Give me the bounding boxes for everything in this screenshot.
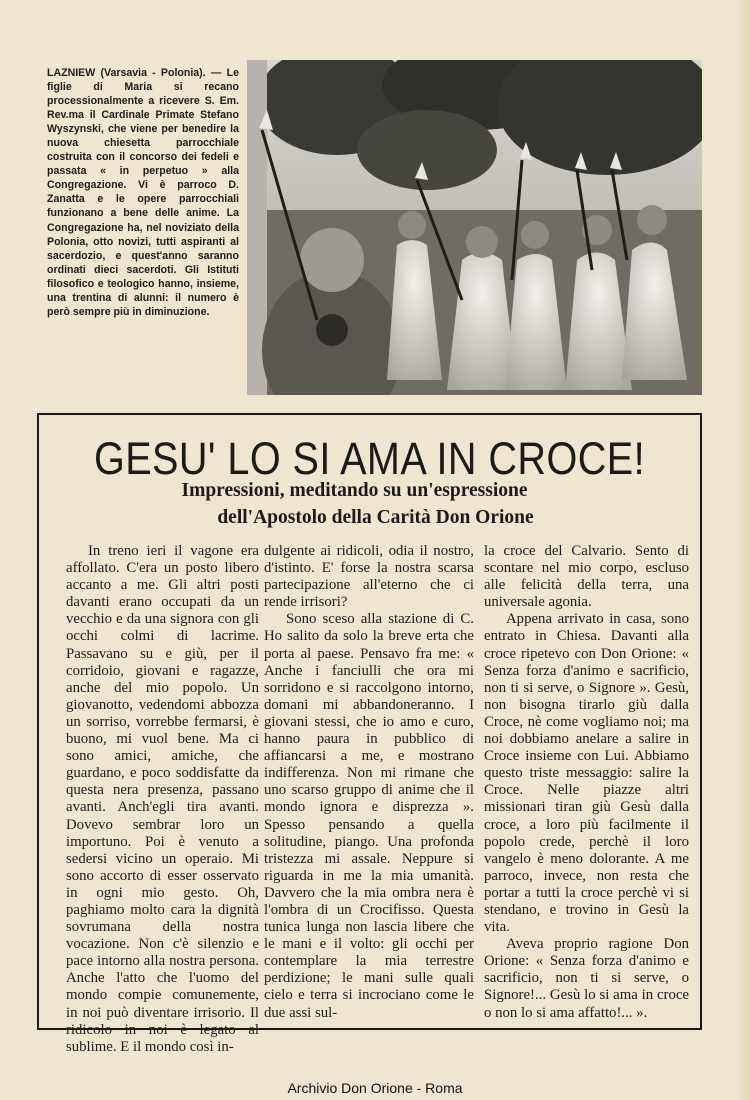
- article-column-3: [484, 543, 689, 1022]
- article: [37, 413, 702, 1055]
- procession-photo: [247, 60, 702, 395]
- column-3-paragraph-1: la croce del Calvario. Sento di scontare nel mio corpo, escluso alle felicità della terra, una universale agonia.: [484, 543, 689, 611]
- article-column-2: [264, 543, 474, 1022]
- column-3-paragraph-3: Aveva proprio ragione Don Orione: « Senza forza d'animo e sacrificio, non ti si serve, o Signore!... Gesù lo si ama in croce o non lo si ama affatto!... ».: [484, 936, 689, 1021]
- photo-caption: [47, 66, 239, 319]
- column-1-paragraph: In treno ieri il vagone era affollato. C'era un posto libero accanto a me. Gli altri posti davanti erano occupati da un vecchio e da una signora con gli occhi colmi di lacrime. Passavano su e giù, per il corridoio, giovani e ragazze, anche del mio popolo. Un giovanotto, vedendomi abbozza un sorriso, vorrebbe fermarsi, è buono, mi vuol bene. Ma ci sono amici, amiche, che guardano, e poco soddisfatte da questa nera presenza, passano avanti. Anch'egli tira avanti. Dovevo sembrar loro un importuno. Poi è venuto a sedersi vicino un operaio. Mi sono accorto di esser osservato in ogni mio gesto. Oh, paghiamo molto cara la dignità sovrumana della nostra vocazione. Non c'è silenzio e pace intorno alla nostra persona. Anche l'atto che l'uomo del mondo compie comunemente, in noi può diventare irrisorio. Il ridicolo in noi è legato al sublime. E il mondo così in-: [66, 543, 259, 1055]
- column-2-paragraph-2: Sono sceso alla stazione di C. Ho salito da solo la breve erta che porta al paese. Pensavo fra me: « Anche i fanciulli che ora mi sorridono e si raccolgono intorno, domani mi abbandoneranno. I giovani stessi, che io amo e curo, hanno paura in pubblico di affiancarsi a me, e mostrano indifferenza. Non mi rimane che uno scarso gruppo di anime che il mondo ignora e disprezza ». Spesso pensando a quella solitudine, piango. Una profonda tristezza mi assale. Neppure si riguarda in me la mia umanità. Davvero che la mia ombra nera è l'ombra di un Crocifisso. Questa tunica lunga non lascia libere che le mani e il volto: gli occhi per contemplare la mia terrestre perdizione; le mani sulle quali cielo e terra si incrociano come le due assi sul-: [264, 611, 474, 1021]
- article-subhead-line2: dell'Apostolo della Carità Don Orione: [217, 507, 534, 528]
- page-edge: [736, 0, 750, 1100]
- column-3-paragraph-2: Appena arrivato in casa, sono entrato in Chiesa. Davanti alla croce ripetevo con Don Orione: « Senza forza d'animo e sacrificio, non ti si serve, o Signore ». Gesù, non bisogna tirarlo giù dalla Croce, nè come vogliamo noi; ma noi dobbiamo anelare a salire in Croce insieme con Lui. Abbiamo questo triste messaggio: salire la Croce. Nelle piazze altri missionari tiran giù Gesù dalla croce, a loro più facilmente il popolo crede, perchè il loro vangelo è meno dolorante. A me parroco, invece, non resta che portar a tutti la croce perchè vi si stendano, e trovino in Gesù la vita.: [484, 611, 689, 936]
- caption-place: LAZNIEW (Varsavia - Polonia).: [47, 67, 206, 79]
- archive-footer: Archivio Don Orione - Roma: [287, 1080, 463, 1096]
- column-2-paragraph-1: dulgente ai ridicoli, odia il nostro, d'istinto. E' forse la nostra scarsa partecipazione all'eterno che ci rende irrisori?: [264, 543, 474, 611]
- article-headline: GESU' LO SI AMA IN CROCE!: [93, 433, 646, 484]
- caption-text: — Le figlie di Maria si recano processionalmente a ricevere S. Em. Rev.ma il Cardinale Primate Stefano Wyszynski, che viene per benedire la nuova chiesetta parrocchiale costruita con il concorso dei fedeli e passata « in perpetuo » alla Congregazione. Vi è parroco D. Zanatta e le opere parrocchiali funzionano a bene delle anime. La Congregazione ha, nel noviziato della Polonia, otto novizi, tutti aspiranti al sacerdozio, e quest'anno saranno ordinati dieci sacerdoti. Gli Istituti filosofico e teologico hanno, insieme, una trentina di alunni: il numero è però sempre più in diminuzione.: [47, 67, 239, 318]
- article-subhead-line1: Impressioni, meditando su un'espressione: [181, 480, 528, 501]
- article-column-1: [66, 543, 259, 1056]
